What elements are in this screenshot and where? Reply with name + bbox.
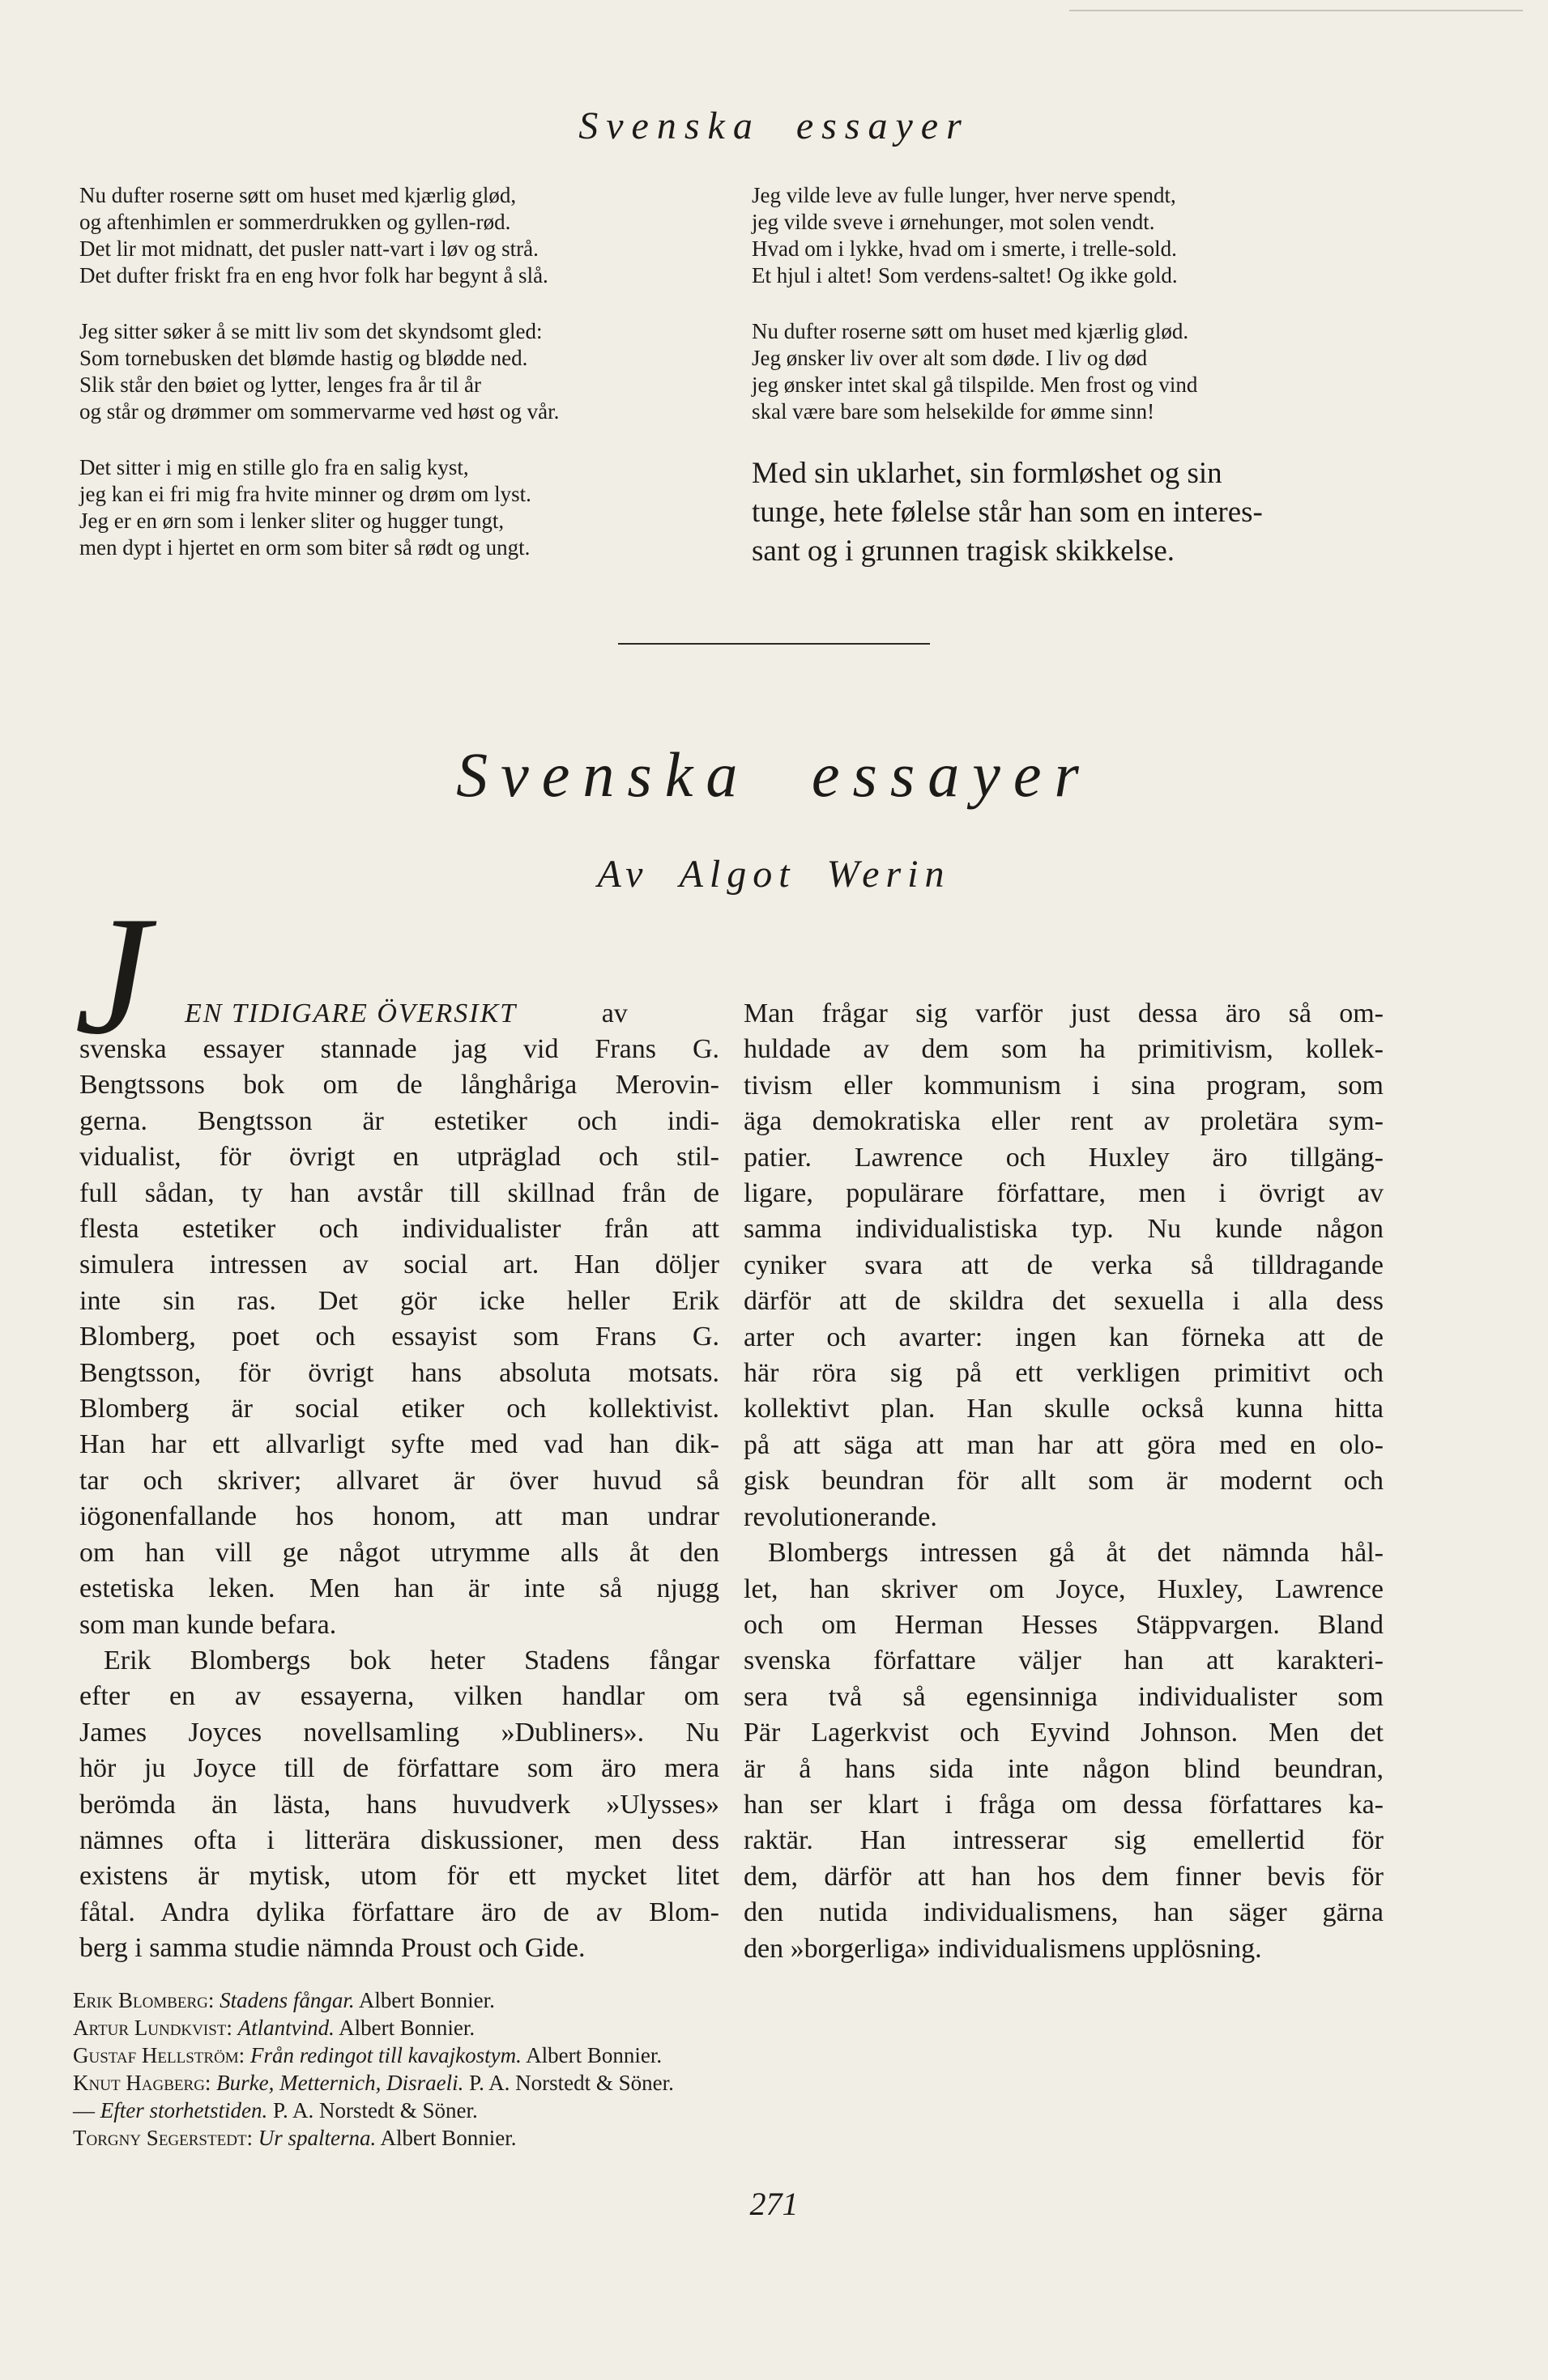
article-right-column [744,996,1384,1967]
top-edge-rule [1069,10,1523,11]
reference-publisher: Albert Bonnier. [376,2126,517,2150]
article-line: existens är mytisk, utom för ett mycket litet [79,1861,719,1892]
poem-line: Jeg er en ørn som i lenker sliter og hugger tungt, [79,509,505,533]
poem-line: Det lir mot midnatt, det pusler natt-vart i løv og strå. [79,236,539,261]
article-line: tivism eller kommunism i sina program, som [744,1070,1384,1101]
article-byline: Av Algot Werin [597,853,951,896]
poem-stanza [752,318,1384,425]
article-line: vidualist, för övrigt en utpräglad och stil- [79,1142,719,1173]
article-line: här röra sig på ett verkligen primitivt och [744,1358,1384,1389]
article-line: raktär. Han intresserar sig emellertid för [744,1825,1384,1856]
article-line: estetiska leken. Men han är inte så njugg [79,1573,719,1604]
article-line: berömda än lästa, hans huvudverk »Ulysses» [79,1789,719,1820]
article-line: gerna. Bengtsson är estetiker och indi- [79,1105,719,1136]
page-number: 271 [749,2186,799,2222]
reference-publisher: Albert Bonnier. [354,1988,495,2012]
article-line: om han vill ge något utrymme alls åt den [79,1537,719,1568]
poem-line: Jeg vilde leve av fulle lunger, hver nerve spendt, [752,183,1176,207]
article-line: på att säga att man har att göra med en olo- [744,1429,1384,1460]
article-line: full sådan, ty han avstår till skillnad från de [79,1177,719,1208]
poem-line: Slik står den bøiet og lytter, lenges fra år til år [79,373,482,397]
article-line: flesta estetiker och individualister från att [79,1214,719,1245]
poem-line: men dypt i hjertet en orm som biter så rødt og ungt. [79,535,531,560]
reference-author: Torgny Segerstedt: [73,2126,258,2150]
reference-author: Knut Hagberg: [73,2071,217,2095]
poem-line: jeg kan ei fri mig fra hvite minner og drøm om lyst. [79,482,531,506]
article-line: Man frågar sig varför just dessa äro så om- [744,998,1384,1028]
reference-item [73,2124,674,2152]
article-line: äga demokratiska eller rent av proletära sym- [744,1106,1384,1137]
poem-line: og aftenhimlen er sommerdrukken og gyllen-rød. [79,210,511,234]
poem-line: Som tornebusken det blømde hastig og blødde ned. [79,346,528,370]
reference-title: Ur spalterna. [258,2126,377,2150]
article-line: den nutida individualismens, han säger gärna [744,1897,1384,1928]
article-line: simulera intressen av social art. Han döljer [79,1250,719,1280]
reference-author: Gustaf Hellström: [73,2043,250,2067]
article-line: han ser klart i fråga om dessa författares ka- [744,1789,1384,1820]
drop-cap: J [75,882,151,1070]
reference-title: Stadens fångar. [220,1988,355,2012]
article-line: dem, därför att han hos dem finner bevis för [744,1861,1384,1892]
article-line: kollektivt plan. Han skulle också kunna hitta [744,1394,1384,1424]
article-line: svenska essayer stannade jag vid Frans G. [79,1034,719,1064]
reference-publisher: P. A. Norstedt & Söner. [267,2098,478,2122]
article-line: Erik Blombergs bok heter Stadens fångar [104,1645,719,1675]
reference-author: — [73,2098,100,2122]
poem-line: Nu dufter roserne søtt om huset med kjærlig glød. [752,319,1189,343]
article-line: iögonenfallande hos honom, att man undrar [79,1501,719,1532]
article-line: och om Herman Hesses Stäppvargen. Bland [744,1609,1384,1640]
section-divider [618,643,930,645]
article-line: Blombergs intressen gå åt det nämnda hål- [768,1538,1384,1569]
reference-item [73,2097,674,2124]
poem-line: jeg ønsker intet skal gå tilspilde. Men frost og vind [752,373,1198,397]
article-line: sera två så egensinniga individualister som [744,1681,1384,1712]
poem-line: Hvad om i lykke, hvad om i smerte, i trelle-sold. [752,236,1177,261]
poem-line: Det sitter i mig en stille glo fra en salig kyst, [79,455,469,479]
article-line: patier. Lawrence och Huxley äro tillgäng- [744,1142,1384,1173]
article-line: fåtal. Andra dylika författare äro de av Blom- [79,1897,719,1927]
article-line: som man kunde befara. [79,1609,337,1640]
poem-stanza [79,454,727,561]
article-line: hör ju Joyce till de författare som äro mera [79,1753,719,1784]
reference-item [73,2042,674,2069]
poem-stanza [752,182,1384,289]
poem-line: jeg vilde sveve i ørnehunger, mot solen vendt. [752,210,1155,234]
article-line: efter en av essayerna, vilken handlar om [79,1681,719,1712]
reference-author: Erik Blomberg: [73,1988,220,2012]
poem-commentary [752,454,1384,571]
opening-rest: av [601,998,628,1028]
poem-line: Jeg sitter søker å se mitt liv som det skyndsomt gled: [79,319,543,343]
poem-line: skal være bare som helsekilde for ømme sinn! [752,399,1155,424]
reference-title: Burke, Metternich, Disraeli. [216,2071,464,2095]
article-line: nämnes ofta i litterära diskussioner, men dess [79,1824,719,1855]
reference-title: Atlantvind. [237,2016,335,2040]
reference-item [73,1986,674,2014]
article-line: den »borgerliga» individualismens upplösning. [744,1933,1262,1964]
article-line: revolutionerande. [744,1501,937,1532]
article-line: ligare, populärare författare, men i övrigt av [744,1178,1384,1209]
reference-title: Efter storhetstiden. [100,2098,268,2122]
article-line: Blomberg är social etiker och kollektivist. [79,1394,719,1424]
reference-list [73,1986,674,2152]
article-line: tar och skriver; allvaret är över huvud så [79,1465,719,1496]
article-title: Svenska essayer [456,739,1092,810]
article-left-column [79,1032,719,1967]
poem-stanza [79,182,727,289]
reference-title: Från redingot till kavajkostym. [249,2043,522,2067]
article-line: Pär Lagerkvist och Eyvind Johnson. Men det [744,1718,1384,1748]
article-line: därför att de skildra det sexuella i alla dess [744,1286,1384,1317]
poem-line: Nu dufter roserne søtt om huset med kjærlig glød, [79,183,517,207]
article-line: inte sin ras. Det gör icke heller Erik [79,1285,719,1316]
poem-line: Det dufter friskt fra en eng hvor folk har begynt å slå. [79,263,548,287]
reference-publisher: Albert Bonnier. [521,2043,663,2067]
article-line: huldade av dem som ha primitivism, kollek- [744,1034,1384,1065]
poem-line: Jeg ønsker liv over alt som døde. I liv og død [752,346,1148,370]
poem-line: og står og drømmer om sommervarme ved høst og vår. [79,399,560,424]
article-line: berg i samma studie nämnda Proust och Gide. [79,1933,586,1964]
article-line: är å hans sida inte någon blind beundran, [744,1753,1384,1784]
article-line: James Joyces novellsamling »Dubliners». Nu [79,1717,719,1748]
commentary-line: tunge, hete følelse står han som en interes- [752,496,1263,529]
article-line: arter och avarter: ingen kan förneka att de [744,1322,1384,1352]
opening-line [185,996,628,1032]
reference-item [73,2069,674,2097]
reference-author: Artur Lundkvist: [73,2016,238,2040]
commentary-line: sant og i grunnen tragisk skikkelse. [752,534,1175,568]
poem-right-column [752,182,1384,571]
poem-left-column [79,182,727,590]
reference-item [73,2014,674,2042]
opening-small-caps: EN TIDIGARE ÖVERSIKT [185,998,518,1028]
article-line: Han har ett allvarligt syfte med vad han dik- [79,1429,719,1460]
article-line: Bengtssons bok om de långhåriga Merovin- [79,1070,719,1101]
reference-publisher: P. A. Norstedt & Söner. [463,2071,674,2095]
article-line: samma individualistiska typ. Nu kunde någon [744,1214,1384,1245]
article-line: Bengtsson, för övrigt hans absoluta motsats. [79,1357,719,1388]
running-head: Svenska essayer [578,104,970,147]
commentary-line: Med sin uklarhet, sin formløshet og sin [752,457,1222,490]
poem-line: Et hjul i altet! Som verdens-saltet! Og ikke gold. [752,263,1178,287]
article-line: svenska författare väljer han att karakteri- [744,1646,1384,1676]
article-line: cyniker svara att de verka så tilldragande [744,1250,1384,1280]
poem-stanza [79,318,727,425]
article-line: Blomberg, poet och essayist som Frans G. [79,1322,719,1352]
article-line: gisk beundran för allt som är modernt och [744,1466,1384,1497]
article-line: let, han skriver om Joyce, Huxley, Lawrence [744,1573,1384,1604]
reference-publisher: Albert Bonnier. [334,2016,475,2040]
